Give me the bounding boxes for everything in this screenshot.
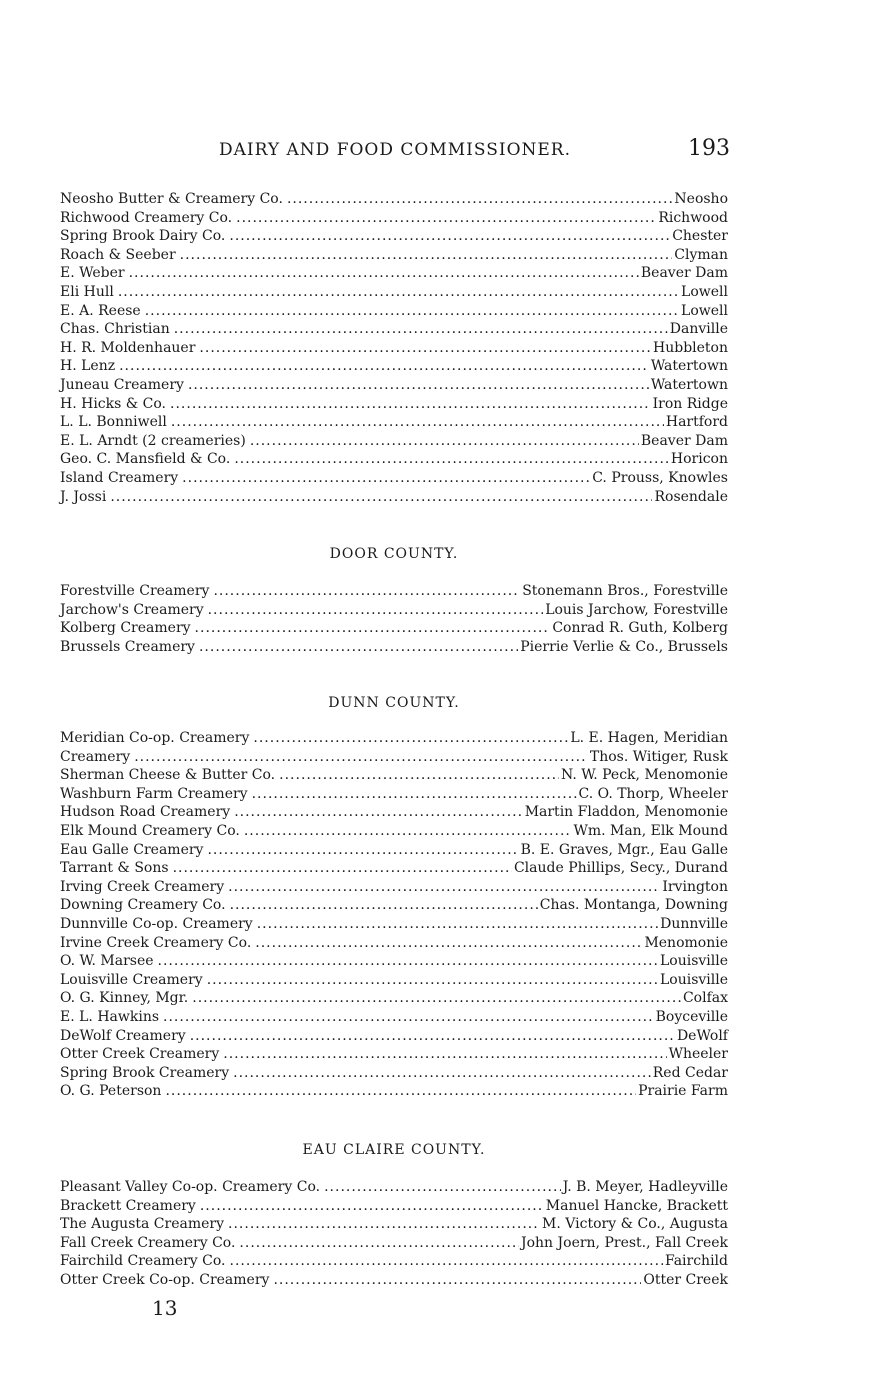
entry-name: Spring Brook Creamery (60, 1064, 230, 1081)
list-item (60, 841, 728, 860)
list-item (60, 1234, 728, 1253)
entry-name: Otter Creek Co-op. Creamery (60, 1271, 270, 1288)
dot-leader (199, 339, 651, 358)
list-item (60, 934, 728, 953)
list-item (60, 1027, 728, 1046)
entry-name: Dunnville Co-op. Creamery (60, 915, 253, 932)
entry-name: Richwood Creamery Co. (60, 209, 233, 226)
entry-location: C. O. Thorp, Wheeler (578, 785, 728, 802)
entry-location: Red Cedar (652, 1064, 728, 1081)
entry-name: Meridian Co-op. Creamery (60, 730, 250, 746)
entry-name: H. R. Moldenhauer (60, 339, 196, 356)
entry-name: Geo. C. Mansfield & Co. (60, 451, 231, 468)
list-item (60, 896, 728, 915)
dot-leader (207, 971, 658, 990)
dunn-county-section (60, 693, 728, 1101)
entry-location: Pierrie Verlie & Co., Brussels (520, 638, 728, 655)
entry-location: Lowell (681, 302, 728, 319)
entry-location: Wm. Man, Elk Mound (573, 822, 728, 839)
entry-name: L. L. Bonniwell (60, 414, 167, 431)
dot-leader (171, 413, 664, 432)
continued-list (60, 190, 728, 506)
entry-location: C. Prouss, Knowles (592, 469, 728, 486)
list-item (60, 989, 728, 1008)
list-item (60, 488, 728, 507)
entry-name: Fairchild Creamery Co. (60, 1253, 226, 1270)
list-item (60, 357, 728, 376)
entry-name: Irvine Creek Creamery Co. (60, 934, 252, 951)
list-item (60, 209, 728, 228)
dot-leader (129, 264, 639, 283)
list-item (60, 729, 728, 748)
dot-leader (110, 488, 652, 507)
entry-location: L. E. Hagen, Meridian (570, 730, 728, 746)
dot-leader (195, 619, 551, 638)
list-item (60, 1197, 728, 1216)
dot-leader (230, 896, 538, 915)
dot-leader (165, 1082, 636, 1101)
entry-name: Hudson Road Creamery (60, 804, 231, 821)
entry-location: Iron Ridge (652, 395, 728, 412)
list-item (60, 395, 728, 414)
list-item (60, 190, 728, 209)
list-item (60, 748, 728, 767)
entry-name: Otter Creek Creamery (60, 1046, 220, 1063)
dot-leader (182, 469, 590, 488)
county-heading: DOOR COUNTY. (329, 546, 459, 562)
entry-location: Richwood (658, 209, 728, 226)
entry-location: J. B. Meyer, Hadleyville (562, 1179, 728, 1195)
dot-leader (170, 395, 651, 414)
entry-location: Rosendale (654, 488, 728, 505)
entry-name: Kolberg Creamery (60, 620, 191, 637)
dot-leader (188, 376, 649, 395)
dot-leader (173, 859, 512, 878)
entry-location: Louis Jarchow, Forestville (545, 601, 728, 618)
page-number: 193 (688, 136, 730, 161)
dot-leader (234, 450, 669, 469)
dot-leader (174, 320, 668, 339)
entry-location: N. W. Peck, Menomonie (561, 767, 728, 784)
dot-leader (233, 1064, 651, 1083)
entry-name: Forestville Creamery (60, 583, 210, 599)
entry-location: Horicon (670, 451, 728, 468)
dot-leader (250, 432, 639, 451)
entry-location: Wheeler (668, 1046, 728, 1063)
list-item (60, 1252, 728, 1271)
entry-location: Hartford (665, 414, 728, 431)
dot-leader (239, 1234, 519, 1253)
entry-location: Neosho (674, 191, 728, 207)
entry-name: Eli Hull (60, 283, 114, 300)
dot-leader (145, 302, 679, 321)
dot-leader (324, 1178, 561, 1197)
dot-leader (199, 638, 518, 657)
entry-name: J. Jossi (60, 488, 107, 505)
entry-location: Chas. Montanga, Downing (539, 897, 728, 914)
entry-name: Sherman Cheese & Butter Co. (60, 767, 276, 784)
list-item (60, 376, 728, 395)
list-item (60, 450, 728, 469)
dot-leader (287, 190, 672, 209)
list-item (60, 1271, 728, 1290)
dot-leader (213, 582, 520, 601)
entry-location: Lowell (681, 283, 728, 300)
entry-location: Menomonie (644, 934, 728, 951)
entry-name: Spring Brook Dairy Co. (60, 228, 226, 245)
list-item (60, 339, 728, 358)
dot-leader (228, 1215, 540, 1234)
list-item (60, 619, 728, 638)
list-item (60, 1008, 728, 1027)
eau-claire-county-section (60, 1140, 728, 1290)
entry-name: Elk Mound Creamery Co. (60, 822, 240, 839)
door-county-section (60, 544, 728, 656)
entry-location: Watertown (650, 376, 728, 393)
list-item (60, 1045, 728, 1064)
list-item (60, 283, 728, 302)
list-item (60, 971, 728, 990)
entry-location: Dunnville (660, 915, 728, 932)
list-item (60, 803, 728, 822)
list-item (60, 1178, 728, 1197)
dot-leader (236, 209, 656, 228)
dot-leader (253, 729, 568, 748)
entry-name: Chas. Christian (60, 321, 170, 338)
dot-leader (228, 878, 660, 897)
entry-name: Juneau Creamery (60, 376, 184, 393)
dot-leader (257, 915, 658, 934)
list-item (60, 469, 728, 488)
entry-name: E. A. Reese (60, 302, 141, 319)
entry-location: Danville (669, 321, 728, 338)
entry-name: O. G. Kinney, Mgr. (60, 990, 189, 1007)
entry-name: H. Lenz (60, 358, 116, 375)
entry-name: Brussels Creamery (60, 638, 195, 655)
entry-name: The Augusta Creamery (60, 1216, 225, 1233)
dot-leader (273, 1271, 641, 1290)
list-item (60, 1215, 728, 1234)
dot-leader (244, 822, 572, 841)
entry-location: Beaver Dam (640, 265, 728, 282)
entry-location: Colfax (682, 990, 728, 1007)
list-item (60, 1082, 728, 1101)
entry-location: Martin Fladdon, Menomonie (524, 804, 728, 821)
list-item (60, 302, 728, 321)
list-item (60, 246, 728, 265)
dot-leader (207, 841, 518, 860)
dot-leader (158, 952, 658, 971)
entry-location: Watertown (650, 358, 728, 375)
dot-leader (279, 766, 559, 785)
dot-leader (119, 357, 649, 376)
dot-leader (180, 246, 673, 265)
entry-location: John Joern, Prest., Fall Creek (521, 1234, 728, 1251)
list-item (60, 582, 728, 601)
entry-name: Washburn Farm Creamery (60, 785, 248, 802)
list-item (60, 822, 728, 841)
entry-name: Tarrant & Sons (60, 860, 169, 877)
entry-location: Otter Creek (643, 1271, 728, 1288)
dot-leader (208, 601, 544, 620)
entry-name: Island Creamery (60, 469, 179, 486)
list-item (60, 227, 728, 246)
entry-location: M. Victory & Co., Augusta (542, 1216, 728, 1233)
county-heading: EAU CLAIRE COUNTY. (302, 1142, 486, 1158)
list-item (60, 638, 728, 657)
entry-name: Downing Creamery Co. (60, 897, 226, 914)
entry-name: Roach & Seeber (60, 246, 176, 263)
entry-name: E. L. Arndt (2 creameries) (60, 432, 246, 449)
county-heading: DUNN COUNTY. (328, 695, 460, 711)
entry-location: Boyceville (655, 1008, 728, 1025)
dot-leader (134, 748, 588, 767)
entry-name: DeWolf Creamery (60, 1027, 186, 1044)
entry-location: B. E. Graves, Mgr., Eau Galle (520, 841, 728, 858)
entry-name: O. G. Peterson (60, 1083, 162, 1100)
entry-name: E. Weber (60, 265, 125, 282)
list-item (60, 432, 728, 451)
entry-name: O. W. Marsee (60, 953, 154, 970)
entry-name: Irving Creek Creamery (60, 878, 225, 895)
entry-name: Neosho Butter & Creamery Co. (60, 191, 283, 207)
entry-name: Eau Galle Creamery (60, 841, 204, 858)
dot-leader (118, 283, 679, 302)
entry-location: Hubbleton (653, 339, 728, 356)
entry-name: Brackett Creamery (60, 1197, 196, 1214)
dot-leader (192, 989, 681, 1008)
entry-location: Clyman (674, 246, 728, 263)
entry-name: Louisville Creamery (60, 971, 203, 988)
entry-location: Chester (672, 228, 728, 245)
entry-location: Manuel Hancke, Brackett (545, 1197, 728, 1214)
entry-name: Fall Creek Creamery Co. (60, 1234, 236, 1251)
list-item (60, 766, 728, 785)
entry-location: Conrad R. Guth, Kolberg (552, 620, 728, 637)
dot-leader (190, 1027, 675, 1046)
dot-leader (230, 1252, 663, 1271)
list-item (60, 859, 728, 878)
entry-location: Thos. Witiger, Rusk (589, 748, 728, 765)
dot-leader (255, 934, 642, 953)
entry-name: Pleasant Valley Co-op. Creamery Co. (60, 1179, 321, 1195)
dot-leader (252, 785, 577, 804)
list-item (60, 413, 728, 432)
dot-leader (200, 1197, 544, 1216)
signature-mark: 13 (152, 1296, 178, 1320)
entry-location: Fairchild (664, 1253, 728, 1270)
entry-name: Jarchow's Creamery (60, 601, 204, 618)
entry-location: Prairie Farm (638, 1083, 728, 1100)
entry-name: E. L. Hawkins (60, 1008, 160, 1025)
entry-name: H. Hicks & Co. (60, 395, 167, 412)
entry-location: Beaver Dam (640, 432, 728, 449)
list-item (60, 878, 728, 897)
list-item (60, 320, 728, 339)
list-item (60, 785, 728, 804)
dot-leader (223, 1045, 666, 1064)
running-head (60, 138, 730, 168)
entry-name: Creamery (60, 748, 131, 765)
entry-location: Louisville (659, 971, 728, 988)
entry-location: Stonemann Bros., Forestville (522, 583, 728, 599)
dot-leader (163, 1008, 654, 1027)
entry-location: Claude Phillips, Secy., Durand (513, 860, 728, 877)
entry-location: DeWolf (676, 1027, 728, 1044)
entry-location: Irvington (662, 878, 728, 895)
list-item (60, 915, 728, 934)
dot-leader (234, 803, 522, 822)
list-item (60, 601, 728, 620)
list-item (60, 264, 728, 283)
entry-location: Louisville (659, 953, 728, 970)
list-item (60, 952, 728, 971)
dot-leader (229, 227, 670, 246)
running-title: DAIRY AND FOOD COMMISSIONER. (218, 140, 572, 160)
list-item (60, 1064, 728, 1083)
